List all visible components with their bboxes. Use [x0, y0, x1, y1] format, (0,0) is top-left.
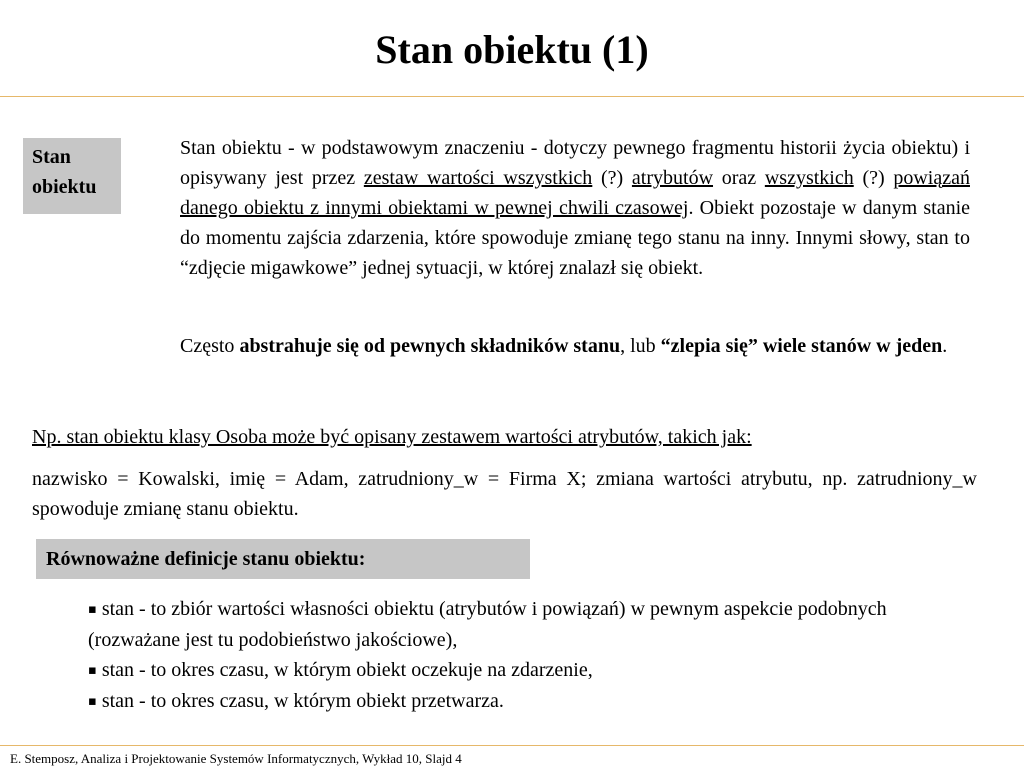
slide-footer: E. Stemposz, Analiza i Projektowanie Systemów Informatycznych, Wykład 10, Slajd 4	[10, 751, 462, 766]
text-segment: .	[942, 335, 948, 357]
square-bullet-icon: ▪	[88, 602, 97, 617]
bold-phrase: abstrahuje się od pewnych składników stanu	[239, 335, 621, 357]
abstraction-paragraph	[180, 331, 970, 361]
list-item	[88, 655, 968, 686]
underlined-phrase: powiązań danego obiektu z innymi obiektami w pewnej chwili czasowej	[180, 167, 970, 219]
text-segment: Często	[180, 335, 240, 357]
topic-label-line1: Stan	[32, 146, 71, 168]
square-bullet-icon: ▪	[88, 663, 97, 678]
definitions-heading: Równoważne definicje stanu obiektu:	[36, 539, 530, 579]
example-heading: Np. stan obiektu klasy Osoba może być opisany zestawem wartości atrybutów, takich jak:	[32, 426, 752, 448]
topic-label-line2: obiektu	[32, 176, 97, 198]
bold-phrase: “zlepia się” wiele stanów w jeden	[660, 335, 943, 357]
topic-label-box	[23, 138, 121, 214]
list-item-text: stan - to zbiór wartości własności obiektu (atrybutów i powiązań) w pewnym aspekcie podobnych (rozważane jest tu podobieństwo jakościowe),	[88, 598, 887, 651]
underlined-phrase: zestaw wartości wszystkich	[363, 167, 593, 189]
underlined-phrase: atrybutów	[631, 167, 714, 189]
text-segment: Stan obiektu - w podstawowym znaczeniu - dotyczy pewnego fragmentu historii życia obiektu) i opisywany jest przez	[180, 137, 970, 189]
list-item	[88, 686, 968, 717]
underlined-phrase: wszystkich	[764, 167, 854, 189]
definitions-list	[88, 594, 968, 717]
text-segment: . Obiekt pozostaje w danym stanie do momentu zajścia zdarzenia, które spowoduje zmianę tego stanu na inny. Innymi słowy, stan to “zdjęcie migawkowe” jednej sytuacji, w której znalazł się obiekt.	[180, 197, 970, 279]
text-segment: (?)	[853, 167, 894, 189]
list-item-text: stan - to okres czasu, w którym obiekt przetwarza.	[101, 690, 504, 712]
title-divider	[0, 96, 1024, 97]
text-segment: , lub	[620, 335, 661, 357]
list-item-text: stan - to okres czasu, w którym obiekt oczekuje na zdarzenie,	[101, 659, 593, 681]
definition-paragraph	[180, 133, 970, 283]
footer-divider	[0, 745, 1024, 746]
example-text: nazwisko = Kowalski, imię = Adam, zatrudniony_w = Firma X; zmiana wartości atrybutu, np. zatrudniony_w spowoduje zmianę stanu obiektu.	[32, 468, 977, 520]
slide-title: Stan obiektu (1)	[375, 27, 649, 72]
text-segment: (?)	[592, 167, 632, 189]
square-bullet-icon: ▪	[88, 694, 97, 709]
list-item	[88, 594, 968, 655]
text-segment: oraz	[713, 167, 765, 189]
